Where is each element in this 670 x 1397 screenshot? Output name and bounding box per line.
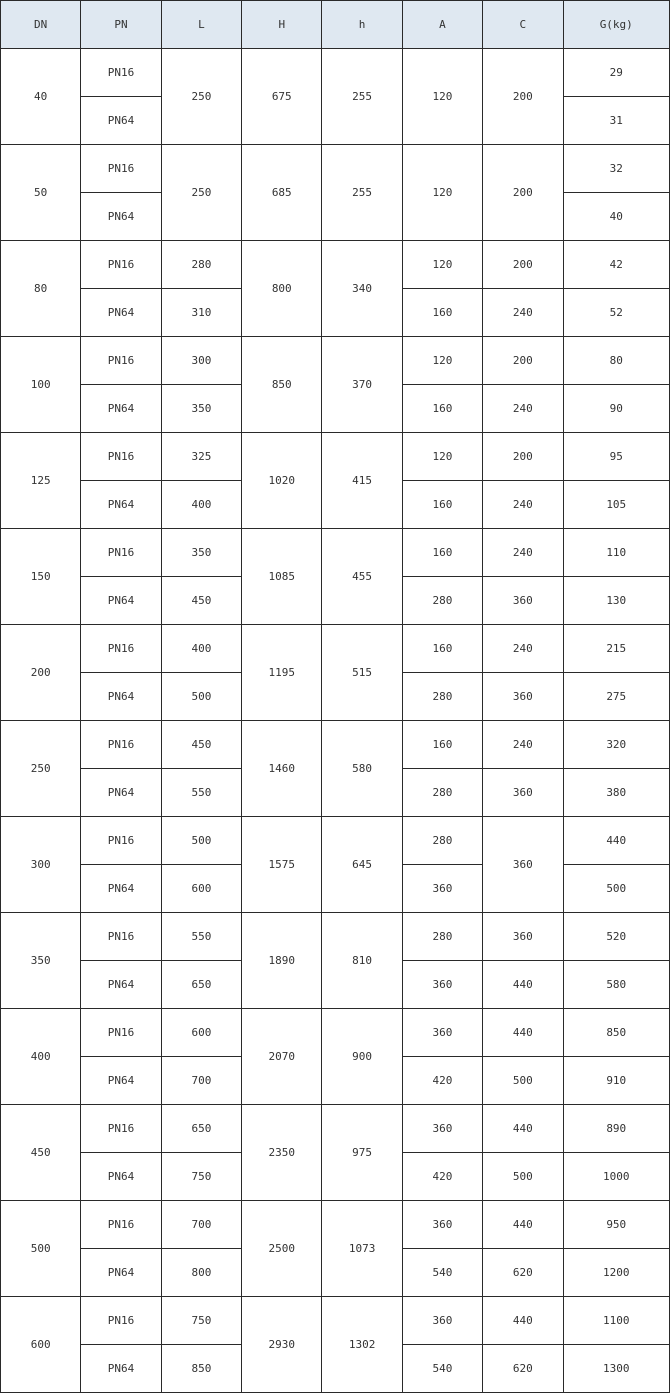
l-cell: 350	[161, 385, 241, 433]
a-cell: 160	[402, 625, 482, 673]
weight-cell: 105	[563, 481, 669, 529]
table-row	[1, 529, 670, 577]
weight-cell: 42	[563, 241, 669, 289]
l-cell: 650	[161, 1105, 241, 1153]
weight-cell: 380	[563, 769, 669, 817]
column-header: C	[483, 1, 563, 49]
pn-cell: PN16	[81, 1297, 161, 1345]
l-cell: 650	[161, 961, 241, 1009]
h-cell: 1890	[242, 913, 322, 1009]
c-cell: 440	[483, 1105, 563, 1153]
h-cell: 255	[322, 145, 402, 241]
dn-cell: 600	[1, 1297, 81, 1393]
weight-cell: 215	[563, 625, 669, 673]
c-cell: 240	[483, 625, 563, 673]
dn-cell: 150	[1, 529, 81, 625]
l-cell: 500	[161, 673, 241, 721]
h-cell: 900	[322, 1009, 402, 1105]
h-cell: 675	[242, 49, 322, 145]
l-cell: 450	[161, 721, 241, 769]
a-cell: 160	[402, 289, 482, 337]
c-cell: 360	[483, 769, 563, 817]
pn-cell: PN16	[81, 1009, 161, 1057]
a-cell: 160	[402, 529, 482, 577]
a-cell: 120	[402, 145, 482, 241]
a-cell: 360	[402, 1009, 482, 1057]
c-cell: 440	[483, 1201, 563, 1249]
h-cell: 2350	[242, 1105, 322, 1201]
weight-cell: 520	[563, 913, 669, 961]
h-cell: 580	[322, 721, 402, 817]
h-cell: 1085	[242, 529, 322, 625]
c-cell: 360	[483, 913, 563, 961]
h-cell: 1302	[322, 1297, 402, 1393]
table-row	[1, 241, 670, 289]
l-cell: 750	[161, 1297, 241, 1345]
l-cell: 280	[161, 241, 241, 289]
c-cell: 440	[483, 1009, 563, 1057]
pn-cell: PN64	[81, 577, 161, 625]
l-cell: 550	[161, 913, 241, 961]
weight-cell: 90	[563, 385, 669, 433]
table-row	[1, 433, 670, 481]
weight-cell: 320	[563, 721, 669, 769]
dn-cell: 50	[1, 145, 81, 241]
pn-cell: PN16	[81, 337, 161, 385]
pn-cell: PN64	[81, 769, 161, 817]
h-cell: 645	[322, 817, 402, 913]
column-header: h	[322, 1, 402, 49]
a-cell: 280	[402, 817, 482, 865]
c-cell: 200	[483, 337, 563, 385]
weight-cell: 95	[563, 433, 669, 481]
h-cell: 810	[322, 913, 402, 1009]
a-cell: 420	[402, 1153, 482, 1201]
h-cell: 415	[322, 433, 402, 529]
l-cell: 250	[161, 49, 241, 145]
a-cell: 280	[402, 913, 482, 961]
c-cell: 360	[483, 673, 563, 721]
a-cell: 280	[402, 769, 482, 817]
column-header: PN	[81, 1, 161, 49]
c-cell: 200	[483, 145, 563, 241]
c-cell: 360	[483, 577, 563, 625]
a-cell: 120	[402, 49, 482, 145]
weight-cell: 500	[563, 865, 669, 913]
h-cell: 515	[322, 625, 402, 721]
table-row	[1, 337, 670, 385]
table-row	[1, 1105, 670, 1153]
pn-cell: PN64	[81, 1057, 161, 1105]
weight-cell: 40	[563, 193, 669, 241]
l-cell: 700	[161, 1057, 241, 1105]
column-header: H	[242, 1, 322, 49]
weight-cell: 52	[563, 289, 669, 337]
c-cell: 240	[483, 289, 563, 337]
weight-cell: 1200	[563, 1249, 669, 1297]
h-cell: 2930	[242, 1297, 322, 1393]
h-cell: 2500	[242, 1201, 322, 1297]
dn-cell: 500	[1, 1201, 81, 1297]
table-row	[1, 721, 670, 769]
h-cell: 1460	[242, 721, 322, 817]
h-cell: 2070	[242, 1009, 322, 1105]
pn-cell: PN64	[81, 385, 161, 433]
l-cell: 800	[161, 1249, 241, 1297]
h-cell: 850	[242, 337, 322, 433]
weight-cell: 890	[563, 1105, 669, 1153]
pn-cell: PN16	[81, 1201, 161, 1249]
c-cell: 360	[483, 817, 563, 913]
a-cell: 280	[402, 673, 482, 721]
pn-cell: PN16	[81, 913, 161, 961]
weight-cell: 910	[563, 1057, 669, 1105]
l-cell: 750	[161, 1153, 241, 1201]
pn-cell: PN64	[81, 97, 161, 145]
c-cell: 440	[483, 961, 563, 1009]
weight-cell: 80	[563, 337, 669, 385]
table-row	[1, 913, 670, 961]
pn-cell: PN64	[81, 1153, 161, 1201]
table-row	[1, 1201, 670, 1249]
c-cell: 500	[483, 1057, 563, 1105]
column-header: G(kg)	[563, 1, 669, 49]
table-row	[1, 145, 670, 193]
pn-cell: PN64	[81, 1249, 161, 1297]
dn-cell: 450	[1, 1105, 81, 1201]
a-cell: 120	[402, 337, 482, 385]
pn-cell: PN64	[81, 865, 161, 913]
pn-cell: PN16	[81, 1105, 161, 1153]
table-row	[1, 625, 670, 673]
c-cell: 200	[483, 433, 563, 481]
column-header: L	[161, 1, 241, 49]
c-cell: 240	[483, 529, 563, 577]
a-cell: 120	[402, 433, 482, 481]
weight-cell: 29	[563, 49, 669, 97]
h-cell: 455	[322, 529, 402, 625]
a-cell: 160	[402, 721, 482, 769]
dn-cell: 100	[1, 337, 81, 433]
l-cell: 700	[161, 1201, 241, 1249]
weight-cell: 440	[563, 817, 669, 865]
l-cell: 325	[161, 433, 241, 481]
l-cell: 250	[161, 145, 241, 241]
l-cell: 300	[161, 337, 241, 385]
dn-cell: 80	[1, 241, 81, 337]
weight-cell: 110	[563, 529, 669, 577]
h-cell: 255	[322, 49, 402, 145]
dn-cell: 250	[1, 721, 81, 817]
pn-cell: PN64	[81, 673, 161, 721]
l-cell: 500	[161, 817, 241, 865]
a-cell: 360	[402, 1297, 482, 1345]
c-cell: 240	[483, 721, 563, 769]
c-cell: 200	[483, 49, 563, 145]
a-cell: 540	[402, 1345, 482, 1393]
c-cell: 620	[483, 1249, 563, 1297]
pn-cell: PN16	[81, 49, 161, 97]
dn-cell: 125	[1, 433, 81, 529]
a-cell: 540	[402, 1249, 482, 1297]
weight-cell: 950	[563, 1201, 669, 1249]
l-cell: 550	[161, 769, 241, 817]
weight-cell: 1300	[563, 1345, 669, 1393]
h-cell: 685	[242, 145, 322, 241]
c-cell: 500	[483, 1153, 563, 1201]
table-body	[1, 49, 670, 1393]
table-row	[1, 49, 670, 97]
c-cell: 240	[483, 481, 563, 529]
c-cell: 440	[483, 1297, 563, 1345]
l-cell: 850	[161, 1345, 241, 1393]
weight-cell: 1100	[563, 1297, 669, 1345]
l-cell: 450	[161, 577, 241, 625]
dn-cell: 350	[1, 913, 81, 1009]
h-cell: 1195	[242, 625, 322, 721]
column-header: DN	[1, 1, 81, 49]
pn-cell: PN16	[81, 145, 161, 193]
table-row	[1, 1009, 670, 1057]
a-cell: 360	[402, 1201, 482, 1249]
weight-cell: 130	[563, 577, 669, 625]
weight-cell: 32	[563, 145, 669, 193]
column-header: A	[402, 1, 482, 49]
a-cell: 360	[402, 865, 482, 913]
dn-cell: 40	[1, 49, 81, 145]
l-cell: 600	[161, 1009, 241, 1057]
pn-cell: PN16	[81, 433, 161, 481]
h-cell: 800	[242, 241, 322, 337]
a-cell: 360	[402, 961, 482, 1009]
l-cell: 400	[161, 481, 241, 529]
weight-cell: 275	[563, 673, 669, 721]
table-row	[1, 817, 670, 865]
h-cell: 1020	[242, 433, 322, 529]
header-row	[1, 1, 670, 49]
dn-cell: 400	[1, 1009, 81, 1105]
a-cell: 280	[402, 577, 482, 625]
pn-cell: PN16	[81, 241, 161, 289]
pn-cell: PN16	[81, 625, 161, 673]
dn-cell: 200	[1, 625, 81, 721]
pn-cell: PN64	[81, 481, 161, 529]
a-cell: 360	[402, 1105, 482, 1153]
pn-cell: PN64	[81, 289, 161, 337]
pn-cell: PN16	[81, 721, 161, 769]
h-cell: 1575	[242, 817, 322, 913]
c-cell: 200	[483, 241, 563, 289]
c-cell: 620	[483, 1345, 563, 1393]
table-row	[1, 1297, 670, 1345]
l-cell: 600	[161, 865, 241, 913]
weight-cell: 31	[563, 97, 669, 145]
c-cell: 240	[483, 385, 563, 433]
pn-cell: PN64	[81, 961, 161, 1009]
pn-cell: PN16	[81, 817, 161, 865]
weight-cell: 580	[563, 961, 669, 1009]
l-cell: 310	[161, 289, 241, 337]
a-cell: 120	[402, 241, 482, 289]
h-cell: 340	[322, 241, 402, 337]
l-cell: 350	[161, 529, 241, 577]
weight-cell: 850	[563, 1009, 669, 1057]
pn-cell: PN16	[81, 529, 161, 577]
h-cell: 370	[322, 337, 402, 433]
a-cell: 160	[402, 385, 482, 433]
l-cell: 400	[161, 625, 241, 673]
a-cell: 160	[402, 481, 482, 529]
table-header	[1, 1, 670, 49]
pn-cell: PN64	[81, 1345, 161, 1393]
weight-cell: 1000	[563, 1153, 669, 1201]
h-cell: 1073	[322, 1201, 402, 1297]
pn-cell: PN64	[81, 193, 161, 241]
dn-cell: 300	[1, 817, 81, 913]
a-cell: 420	[402, 1057, 482, 1105]
h-cell: 975	[322, 1105, 402, 1201]
